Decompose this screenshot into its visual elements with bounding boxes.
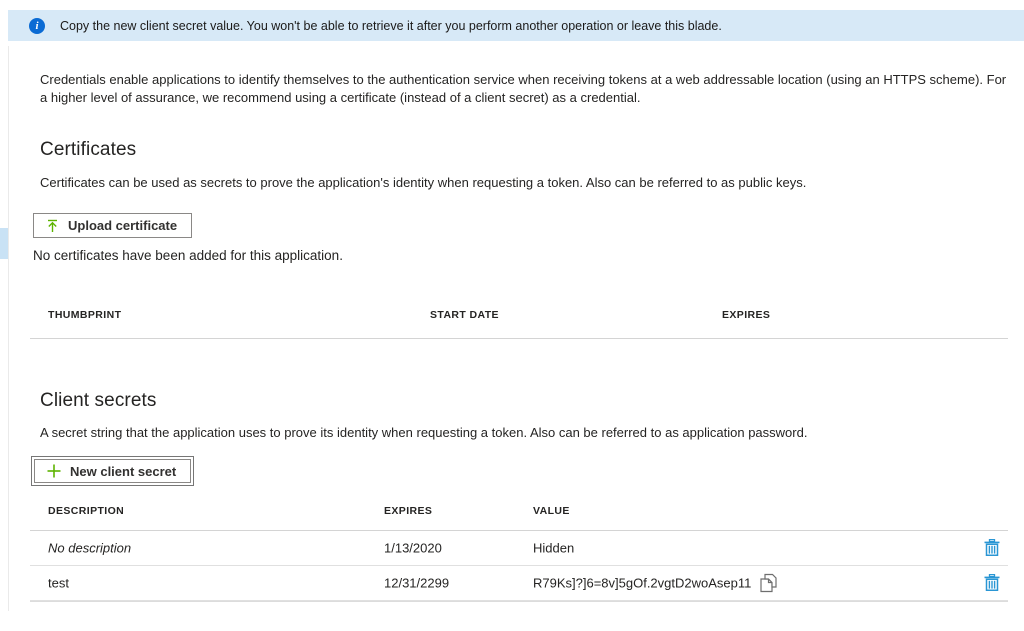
- table-row: [30, 531, 1008, 566]
- delete-secret-icon[interactable]: [983, 574, 1001, 592]
- credentials-intro-text: Credentials enable applications to identify themselves to the authentication service when receiving tokens at a web addressable location (using an HTTPS scheme). For a higher level of assurance, we recommend using a certificate (instead of a client secret) as a credential.: [40, 72, 1007, 105]
- new-client-secret-label: New client secret: [70, 463, 177, 479]
- secret-value: R79Ks]?]6=8v]5gOf.2vgtD2woAsep11: [533, 575, 752, 591]
- certificates-description: Certificates can be used as secrets to prove the application's identity when requesting a token. Also can be referred to as public keys.: [40, 175, 807, 190]
- column-expires: EXPIRES: [722, 309, 771, 321]
- table-row: [30, 566, 1008, 601]
- upload-certificate-label: Upload certificate: [68, 218, 178, 233]
- table-bottom-divider: [30, 601, 1008, 602]
- column-value: VALUE: [533, 505, 570, 517]
- upload-icon: [46, 219, 59, 233]
- client-secrets-section-title: Client secrets: [40, 390, 157, 411]
- client-secrets-description: A secret string that the application uses to prove its identity when requesting a token. Also can be referred to as application password.: [40, 425, 808, 440]
- delete-secret-icon[interactable]: [983, 539, 1001, 557]
- copy-secret-icon[interactable]: [760, 574, 777, 593]
- column-thumbprint: THUMBPRINT: [48, 309, 122, 321]
- blade-left-border: [8, 46, 9, 611]
- secret-description: test: [48, 575, 69, 591]
- secret-expires: 12/31/2299: [384, 575, 450, 591]
- certificates-table-header: [30, 290, 1008, 339]
- secret-value: Hidden: [533, 540, 575, 556]
- column-description: DESCRIPTION: [48, 505, 125, 517]
- column-expires: EXPIRES: [384, 505, 433, 517]
- secret-expires: 1/13/2020: [384, 540, 442, 556]
- scrollbar-fragment[interactable]: [0, 228, 8, 259]
- new-client-secret-button[interactable]: [34, 459, 191, 483]
- column-start-date: START DATE: [430, 309, 499, 321]
- info-banner: [8, 10, 1024, 41]
- info-banner-text: Copy the new client secret value. You won't be able to retrieve it after you perform another operation or leave this blade.: [60, 18, 722, 33]
- certificates-section-title: Certificates: [40, 139, 137, 160]
- upload-certificate-button[interactable]: [33, 213, 192, 238]
- client-secrets-table-header: [30, 490, 1008, 531]
- info-icon: i: [29, 18, 45, 34]
- plus-icon: [47, 464, 61, 478]
- secret-description: No description: [48, 540, 132, 556]
- certificates-empty-message: No certificates have been added for this application.: [33, 248, 343, 263]
